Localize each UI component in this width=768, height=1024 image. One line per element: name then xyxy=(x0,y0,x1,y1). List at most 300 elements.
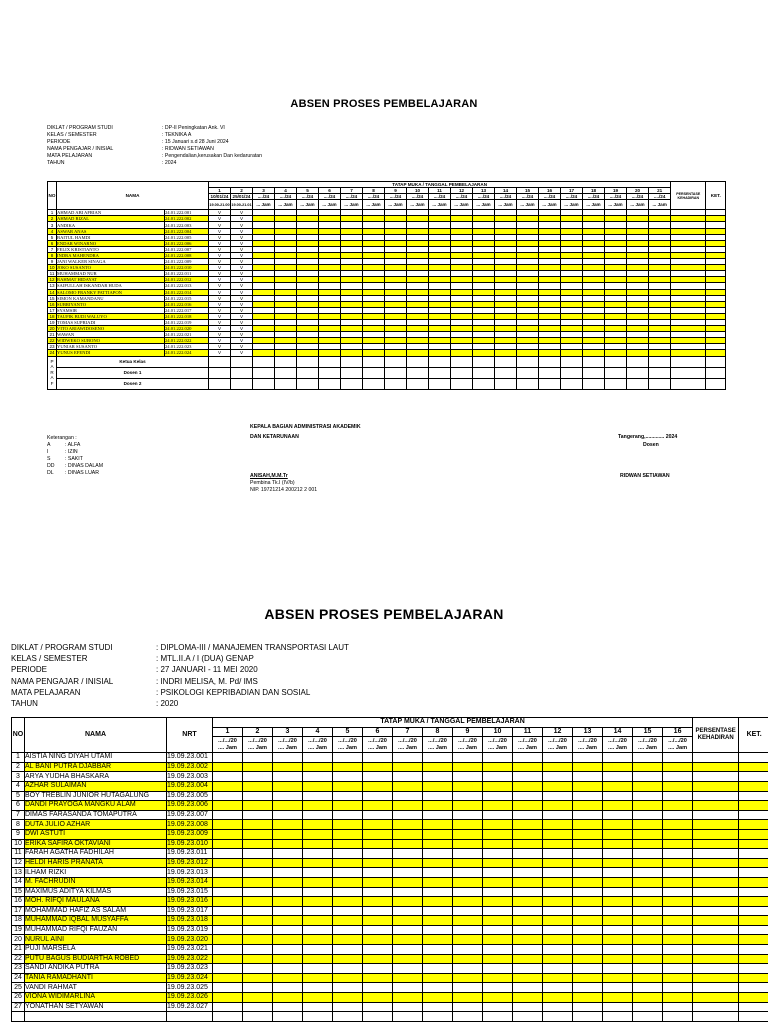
attendance-cell[interactable] xyxy=(543,849,573,859)
attendance-cell[interactable] xyxy=(423,993,453,1003)
attendance-cell[interactable] xyxy=(273,772,303,782)
attendance-cell[interactable] xyxy=(513,1012,543,1022)
attendance-cell[interactable] xyxy=(483,973,513,983)
attendance-cell[interactable] xyxy=(333,906,363,916)
attendance-cell[interactable]: V xyxy=(209,246,231,252)
paraf-cell[interactable] xyxy=(539,356,561,367)
paraf-cell[interactable] xyxy=(275,356,297,367)
attendance-cell[interactable] xyxy=(543,753,573,763)
attendance-cell[interactable] xyxy=(543,762,573,772)
attendance-cell[interactable] xyxy=(603,762,633,772)
ket-cell[interactable] xyxy=(739,887,768,897)
attendance-cell[interactable] xyxy=(453,993,483,1003)
attendance-cell[interactable] xyxy=(573,983,603,993)
attendance-cell[interactable] xyxy=(213,897,243,907)
attendance-cell[interactable] xyxy=(213,916,243,926)
attendance-cell[interactable] xyxy=(303,791,333,801)
ket-cell[interactable] xyxy=(739,829,768,839)
attendance-cell[interactable] xyxy=(453,1012,483,1022)
attendance-cell[interactable]: V xyxy=(231,228,253,234)
attendance-cell[interactable] xyxy=(453,801,483,811)
attendance-cell[interactable] xyxy=(663,772,693,782)
ket-cell[interactable] xyxy=(739,810,768,820)
persentase-cell[interactable] xyxy=(693,839,739,849)
attendance-cell[interactable] xyxy=(363,925,393,935)
attendance-cell[interactable] xyxy=(483,1002,513,1012)
attendance-cell[interactable] xyxy=(603,897,633,907)
attendance-cell[interactable] xyxy=(573,887,603,897)
attendance-cell[interactable] xyxy=(213,1002,243,1012)
attendance-cell[interactable] xyxy=(603,810,633,820)
attendance-cell[interactable] xyxy=(243,925,273,935)
attendance-cell[interactable]: V xyxy=(231,307,253,313)
attendance-cell[interactable] xyxy=(633,945,663,955)
ket-cell[interactable] xyxy=(739,753,768,763)
attendance-cell[interactable] xyxy=(633,925,663,935)
attendance-cell[interactable] xyxy=(273,916,303,926)
attendance-cell[interactable] xyxy=(393,820,423,830)
attendance-cell[interactable] xyxy=(273,868,303,878)
attendance-cell[interactable] xyxy=(423,916,453,926)
attendance-cell[interactable] xyxy=(513,906,543,916)
persentase-cell[interactable] xyxy=(693,1002,739,1012)
attendance-cell[interactable]: V xyxy=(209,313,231,319)
attendance-cell[interactable] xyxy=(483,935,513,945)
attendance-cell[interactable] xyxy=(543,897,573,907)
attendance-cell[interactable] xyxy=(603,820,633,830)
ket-cell[interactable] xyxy=(739,772,768,782)
persentase-cell[interactable] xyxy=(693,935,739,945)
paraf-cell[interactable] xyxy=(583,367,605,378)
attendance-cell[interactable] xyxy=(423,820,453,830)
attendance-cell[interactable]: V xyxy=(209,252,231,258)
paraf-cell[interactable] xyxy=(583,356,605,367)
attendance-cell[interactable] xyxy=(273,887,303,897)
paraf-cell[interactable] xyxy=(451,356,473,367)
attendance-cell[interactable] xyxy=(483,945,513,955)
attendance-cell[interactable] xyxy=(573,906,603,916)
attendance-cell[interactable] xyxy=(273,993,303,1003)
paraf-cell[interactable] xyxy=(341,367,363,378)
attendance-cell[interactable] xyxy=(513,801,543,811)
attendance-cell[interactable] xyxy=(453,897,483,907)
attendance-cell[interactable]: V xyxy=(209,289,231,295)
attendance-cell[interactable] xyxy=(573,858,603,868)
paraf-cell[interactable] xyxy=(209,356,231,367)
attendance-cell[interactable] xyxy=(303,772,333,782)
attendance-cell[interactable] xyxy=(633,858,663,868)
attendance-cell[interactable] xyxy=(663,781,693,791)
attendance-cell[interactable] xyxy=(303,868,333,878)
attendance-cell[interactable] xyxy=(513,772,543,782)
attendance-cell[interactable] xyxy=(663,858,693,868)
attendance-cell[interactable] xyxy=(663,973,693,983)
attendance-cell[interactable] xyxy=(393,791,423,801)
attendance-cell[interactable] xyxy=(333,1002,363,1012)
attendance-cell[interactable] xyxy=(453,935,483,945)
attendance-cell[interactable] xyxy=(453,810,483,820)
attendance-cell[interactable] xyxy=(633,1012,663,1022)
attendance-cell[interactable] xyxy=(393,973,423,983)
ket-cell[interactable] xyxy=(739,993,768,1003)
ket-cell[interactable] xyxy=(739,973,768,983)
attendance-cell[interactable]: V xyxy=(231,350,253,356)
attendance-cell[interactable] xyxy=(273,925,303,935)
attendance-cell[interactable] xyxy=(573,916,603,926)
paraf-cell[interactable] xyxy=(319,367,341,378)
attendance-cell[interactable] xyxy=(453,762,483,772)
attendance-cell[interactable] xyxy=(573,1012,603,1022)
attendance-cell[interactable] xyxy=(633,983,663,993)
paraf-cell[interactable] xyxy=(605,378,627,389)
attendance-cell[interactable] xyxy=(573,945,603,955)
attendance-cell[interactable] xyxy=(603,964,633,974)
attendance-cell[interactable]: V xyxy=(209,301,231,307)
attendance-cell[interactable]: V xyxy=(231,234,253,240)
attendance-cell[interactable] xyxy=(603,791,633,801)
attendance-cell[interactable] xyxy=(393,753,423,763)
attendance-cell[interactable] xyxy=(663,791,693,801)
attendance-cell[interactable] xyxy=(393,762,423,772)
attendance-cell[interactable] xyxy=(213,1012,243,1022)
attendance-cell[interactable] xyxy=(333,820,363,830)
attendance-cell[interactable] xyxy=(573,925,603,935)
attendance-cell[interactable] xyxy=(243,983,273,993)
attendance-cell[interactable] xyxy=(573,877,603,887)
attendance-cell[interactable] xyxy=(739,1012,768,1022)
attendance-cell[interactable] xyxy=(483,916,513,926)
attendance-cell[interactable] xyxy=(213,820,243,830)
paraf-cell[interactable] xyxy=(451,378,473,389)
attendance-cell[interactable] xyxy=(663,983,693,993)
attendance-cell[interactable] xyxy=(513,810,543,820)
attendance-cell[interactable] xyxy=(543,791,573,801)
attendance-cell[interactable] xyxy=(363,954,393,964)
attendance-cell[interactable] xyxy=(273,801,303,811)
attendance-cell[interactable] xyxy=(273,954,303,964)
attendance-cell[interactable] xyxy=(303,839,333,849)
attendance-cell[interactable] xyxy=(543,954,573,964)
attendance-cell[interactable] xyxy=(363,820,393,830)
attendance-cell[interactable] xyxy=(453,820,483,830)
attendance-cell[interactable] xyxy=(303,935,333,945)
attendance-cell[interactable] xyxy=(303,916,333,926)
attendance-cell[interactable] xyxy=(213,829,243,839)
attendance-cell[interactable] xyxy=(603,1012,633,1022)
paraf-cell[interactable] xyxy=(209,367,231,378)
attendance-cell[interactable] xyxy=(363,877,393,887)
attendance-cell[interactable] xyxy=(243,762,273,772)
attendance-cell[interactable] xyxy=(333,781,363,791)
attendance-cell[interactable] xyxy=(483,925,513,935)
attendance-cell[interactable]: V xyxy=(209,307,231,313)
attendance-cell[interactable] xyxy=(273,935,303,945)
attendance-cell[interactable] xyxy=(393,925,423,935)
attendance-cell[interactable] xyxy=(363,781,393,791)
attendance-cell[interactable]: V xyxy=(209,344,231,350)
attendance-cell[interactable] xyxy=(543,993,573,1003)
attendance-cell[interactable] xyxy=(333,762,363,772)
attendance-cell[interactable] xyxy=(303,753,333,763)
attendance-cell[interactable] xyxy=(633,868,663,878)
attendance-cell[interactable] xyxy=(663,993,693,1003)
paraf-cell[interactable] xyxy=(341,378,363,389)
paraf-cell[interactable] xyxy=(649,378,671,389)
persentase-cell[interactable] xyxy=(693,858,739,868)
paraf-cell[interactable] xyxy=(297,367,319,378)
persentase-cell[interactable] xyxy=(693,772,739,782)
attendance-cell[interactable] xyxy=(363,829,393,839)
attendance-cell[interactable] xyxy=(303,762,333,772)
attendance-cell[interactable]: V xyxy=(231,332,253,338)
attendance-cell[interactable] xyxy=(453,945,483,955)
attendance-cell[interactable] xyxy=(213,810,243,820)
paraf-cell[interactable] xyxy=(363,378,385,389)
attendance-cell[interactable] xyxy=(453,906,483,916)
persentase-cell[interactable] xyxy=(693,954,739,964)
attendance-cell[interactable] xyxy=(393,801,423,811)
attendance-cell[interactable]: V xyxy=(209,271,231,277)
attendance-cell[interactable] xyxy=(303,801,333,811)
attendance-cell[interactable] xyxy=(603,858,633,868)
attendance-cell[interactable] xyxy=(543,877,573,887)
paraf-cell[interactable] xyxy=(407,356,429,367)
attendance-cell[interactable] xyxy=(333,753,363,763)
attendance-cell[interactable] xyxy=(513,791,543,801)
attendance-cell[interactable] xyxy=(513,1002,543,1012)
attendance-cell[interactable] xyxy=(303,897,333,907)
persentase-cell[interactable] xyxy=(693,820,739,830)
ket-cell[interactable] xyxy=(739,935,768,945)
attendance-cell[interactable] xyxy=(663,954,693,964)
attendance-cell[interactable] xyxy=(603,906,633,916)
attendance-cell[interactable] xyxy=(333,839,363,849)
ket-cell[interactable] xyxy=(739,954,768,964)
attendance-cell[interactable] xyxy=(213,839,243,849)
attendance-cell[interactable] xyxy=(513,935,543,945)
ket-cell[interactable] xyxy=(739,983,768,993)
attendance-cell[interactable] xyxy=(663,820,693,830)
attendance-cell[interactable] xyxy=(333,983,363,993)
attendance-cell[interactable] xyxy=(513,753,543,763)
attendance-cell[interactable] xyxy=(423,877,453,887)
attendance-cell[interactable] xyxy=(663,887,693,897)
attendance-cell[interactable] xyxy=(393,849,423,859)
ket-cell[interactable] xyxy=(739,791,768,801)
attendance-cell[interactable]: V xyxy=(209,283,231,289)
attendance-cell[interactable] xyxy=(363,993,393,1003)
attendance-cell[interactable] xyxy=(453,954,483,964)
persentase-cell[interactable] xyxy=(693,906,739,916)
paraf-cell[interactable] xyxy=(297,378,319,389)
ket-cell[interactable] xyxy=(739,925,768,935)
attendance-cell[interactable] xyxy=(363,839,393,849)
attendance-cell[interactable] xyxy=(543,829,573,839)
attendance-cell[interactable] xyxy=(573,868,603,878)
paraf-cell[interactable] xyxy=(209,378,231,389)
attendance-cell[interactable] xyxy=(273,839,303,849)
paraf-cell[interactable] xyxy=(627,356,649,367)
attendance-cell[interactable] xyxy=(273,781,303,791)
attendance-cell[interactable] xyxy=(333,973,363,983)
ket-cell[interactable] xyxy=(739,820,768,830)
persentase-cell[interactable] xyxy=(693,964,739,974)
attendance-cell[interactable] xyxy=(663,1012,693,1022)
attendance-cell[interactable] xyxy=(423,945,453,955)
attendance-cell[interactable] xyxy=(303,906,333,916)
attendance-cell[interactable] xyxy=(663,810,693,820)
paraf-cell[interactable] xyxy=(385,356,407,367)
attendance-cell[interactable] xyxy=(213,983,243,993)
attendance-cell[interactable] xyxy=(243,916,273,926)
persentase-cell[interactable] xyxy=(693,983,739,993)
attendance-cell[interactable] xyxy=(243,753,273,763)
ket-cell[interactable] xyxy=(739,801,768,811)
attendance-cell[interactable] xyxy=(363,849,393,859)
attendance-cell[interactable] xyxy=(393,954,423,964)
attendance-cell[interactable] xyxy=(273,964,303,974)
attendance-cell[interactable] xyxy=(633,935,663,945)
persentase-cell[interactable] xyxy=(693,810,739,820)
attendance-cell[interactable] xyxy=(663,964,693,974)
attendance-cell[interactable] xyxy=(393,906,423,916)
attendance-cell[interactable] xyxy=(243,993,273,1003)
persentase-cell[interactable] xyxy=(693,945,739,955)
attendance-cell[interactable] xyxy=(483,954,513,964)
persentase-cell[interactable] xyxy=(693,925,739,935)
attendance-cell[interactable] xyxy=(543,820,573,830)
attendance-cell[interactable] xyxy=(603,935,633,945)
ket-cell[interactable] xyxy=(739,964,768,974)
attendance-cell[interactable] xyxy=(483,887,513,897)
attendance-cell[interactable] xyxy=(423,964,453,974)
paraf-cell[interactable] xyxy=(517,356,539,367)
attendance-cell[interactable] xyxy=(213,993,243,1003)
attendance-cell[interactable] xyxy=(543,839,573,849)
attendance-cell[interactable] xyxy=(603,849,633,859)
attendance-cell[interactable] xyxy=(393,839,423,849)
attendance-cell[interactable] xyxy=(213,906,243,916)
persentase-cell[interactable] xyxy=(693,916,739,926)
attendance-cell[interactable] xyxy=(213,858,243,868)
attendance-cell[interactable]: V xyxy=(231,326,253,332)
attendance-cell[interactable] xyxy=(213,781,243,791)
persentase-cell[interactable] xyxy=(693,829,739,839)
attendance-cell[interactable] xyxy=(393,964,423,974)
attendance-cell[interactable]: V xyxy=(209,216,231,222)
attendance-cell[interactable] xyxy=(453,1002,483,1012)
paraf-cell[interactable] xyxy=(517,367,539,378)
attendance-cell[interactable] xyxy=(333,858,363,868)
attendance-cell[interactable] xyxy=(663,916,693,926)
attendance-cell[interactable] xyxy=(573,897,603,907)
attendance-cell[interactable]: V xyxy=(209,350,231,356)
paraf-cell[interactable] xyxy=(275,378,297,389)
attendance-cell[interactable] xyxy=(423,753,453,763)
attendance-cell[interactable] xyxy=(213,954,243,964)
attendance-cell[interactable] xyxy=(573,973,603,983)
paraf-cell[interactable] xyxy=(253,378,275,389)
ket-cell[interactable] xyxy=(739,762,768,772)
attendance-cell[interactable] xyxy=(603,954,633,964)
attendance-cell[interactable] xyxy=(363,858,393,868)
attendance-cell[interactable] xyxy=(453,753,483,763)
attendance-cell[interactable] xyxy=(303,820,333,830)
attendance-cell[interactable] xyxy=(543,781,573,791)
attendance-cell[interactable]: V xyxy=(209,332,231,338)
attendance-cell[interactable] xyxy=(483,993,513,1003)
attendance-cell[interactable] xyxy=(393,935,423,945)
attendance-cell[interactable] xyxy=(603,772,633,782)
attendance-cell[interactable] xyxy=(213,849,243,859)
attendance-cell[interactable] xyxy=(393,916,423,926)
attendance-cell[interactable] xyxy=(633,762,663,772)
attendance-cell[interactable]: V xyxy=(231,265,253,271)
paraf-cell[interactable] xyxy=(363,356,385,367)
attendance-cell[interactable] xyxy=(423,925,453,935)
ket-cell[interactable] xyxy=(739,1002,768,1012)
attendance-cell[interactable] xyxy=(393,1002,423,1012)
attendance-cell[interactable] xyxy=(393,887,423,897)
attendance-cell[interactable] xyxy=(603,801,633,811)
persentase-cell[interactable] xyxy=(693,897,739,907)
attendance-cell[interactable]: V xyxy=(231,259,253,265)
attendance-cell[interactable] xyxy=(363,810,393,820)
attendance-cell[interactable] xyxy=(603,925,633,935)
attendance-cell[interactable] xyxy=(483,810,513,820)
attendance-cell[interactable] xyxy=(483,897,513,907)
attendance-cell[interactable] xyxy=(483,868,513,878)
attendance-cell[interactable] xyxy=(633,887,663,897)
attendance-cell[interactable] xyxy=(573,753,603,763)
attendance-cell[interactable] xyxy=(303,877,333,887)
attendance-cell[interactable] xyxy=(243,973,273,983)
attendance-cell[interactable] xyxy=(213,935,243,945)
attendance-cell[interactable] xyxy=(513,954,543,964)
attendance-cell[interactable] xyxy=(663,829,693,839)
paraf-cell[interactable] xyxy=(561,356,583,367)
attendance-cell[interactable] xyxy=(513,973,543,983)
paraf-cell[interactable] xyxy=(605,367,627,378)
attendance-cell[interactable] xyxy=(243,829,273,839)
attendance-cell[interactable] xyxy=(423,973,453,983)
attendance-cell[interactable] xyxy=(543,858,573,868)
attendance-cell[interactable] xyxy=(333,954,363,964)
paraf-cell[interactable] xyxy=(429,356,451,367)
attendance-cell[interactable] xyxy=(333,925,363,935)
paraf-cell[interactable] xyxy=(649,367,671,378)
paraf-cell[interactable] xyxy=(363,367,385,378)
attendance-cell[interactable] xyxy=(273,897,303,907)
attendance-cell[interactable] xyxy=(483,1012,513,1022)
attendance-cell[interactable] xyxy=(363,897,393,907)
attendance-cell[interactable]: V xyxy=(231,246,253,252)
attendance-cell[interactable] xyxy=(243,935,273,945)
attendance-cell[interactable] xyxy=(333,935,363,945)
attendance-cell[interactable] xyxy=(603,753,633,763)
attendance-cell[interactable] xyxy=(423,801,453,811)
attendance-cell[interactable] xyxy=(213,762,243,772)
attendance-cell[interactable] xyxy=(633,897,663,907)
attendance-cell[interactable] xyxy=(393,810,423,820)
attendance-cell[interactable] xyxy=(453,916,483,926)
attendance-cell[interactable] xyxy=(633,964,663,974)
attendance-cell[interactable] xyxy=(573,762,603,772)
attendance-cell[interactable] xyxy=(543,801,573,811)
attendance-cell[interactable] xyxy=(333,772,363,782)
attendance-cell[interactable] xyxy=(453,877,483,887)
persentase-cell[interactable] xyxy=(693,791,739,801)
